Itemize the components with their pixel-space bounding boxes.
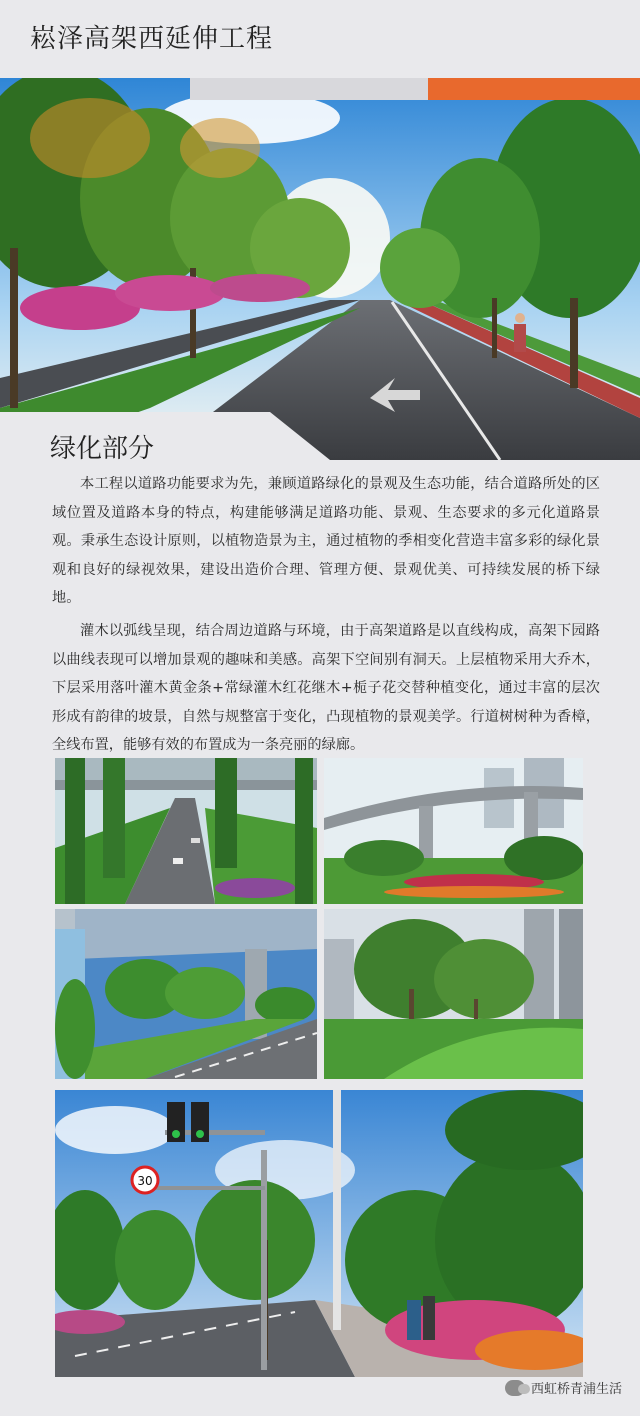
photo-under-viaduct-road bbox=[55, 909, 317, 1079]
watermark-text: 西虹桥青浦生活 bbox=[530, 1382, 622, 1397]
paragraph-1: 本工程以道路功能要求为先，兼顾道路绿化的景观及生态功能，结合道路所处的区域位置及道路本身的特点，构建能够满足道路功能、景观、生态要求的多元化道路景观。秉承生态设计原则，以植物造景为主，通过植物的季相变化营造丰富多彩的绿化景观和良好的绿视效果，建设出造价合理、管理方便、景观优美、可持续发展的桥下绿地。 bbox=[52, 476, 600, 607]
decorative-band bbox=[190, 78, 430, 100]
photo-viaduct-garden bbox=[324, 758, 583, 904]
chat-icon bbox=[505, 1380, 525, 1396]
hero-rendering-road bbox=[0, 78, 640, 460]
photo-street-intersection bbox=[55, 1090, 583, 1377]
speed-limit-sign: 30 bbox=[137, 1174, 153, 1188]
section-heading: 绿化部分 bbox=[50, 434, 155, 464]
photo-highway-aerial bbox=[55, 758, 317, 904]
page-title: 崧泽高架西延伸工程 bbox=[30, 24, 274, 54]
watermark bbox=[505, 1378, 622, 1397]
photo-tree-lawn bbox=[324, 909, 583, 1079]
section-body bbox=[52, 470, 600, 760]
paragraph-2: 灌木以弧线呈现，结合周边道路与环境，由于高架道路是以直线构成，高架下园路以曲线表现可以增加景观的趣味和美感。高架下空间别有洞天。上层植物采用大乔木，下层采用落叶灌木黄金条+常绿灌木红花继木+栀子花交替种植变化，通过丰富的层次形成有韵律的坡景，自然与规整富于变化，凸现植物的景观美学。行道树树种为香樟，全线布置，能够有效的布置成为一条亮丽的绿廊。 bbox=[52, 622, 600, 754]
accent-bar bbox=[428, 78, 640, 100]
